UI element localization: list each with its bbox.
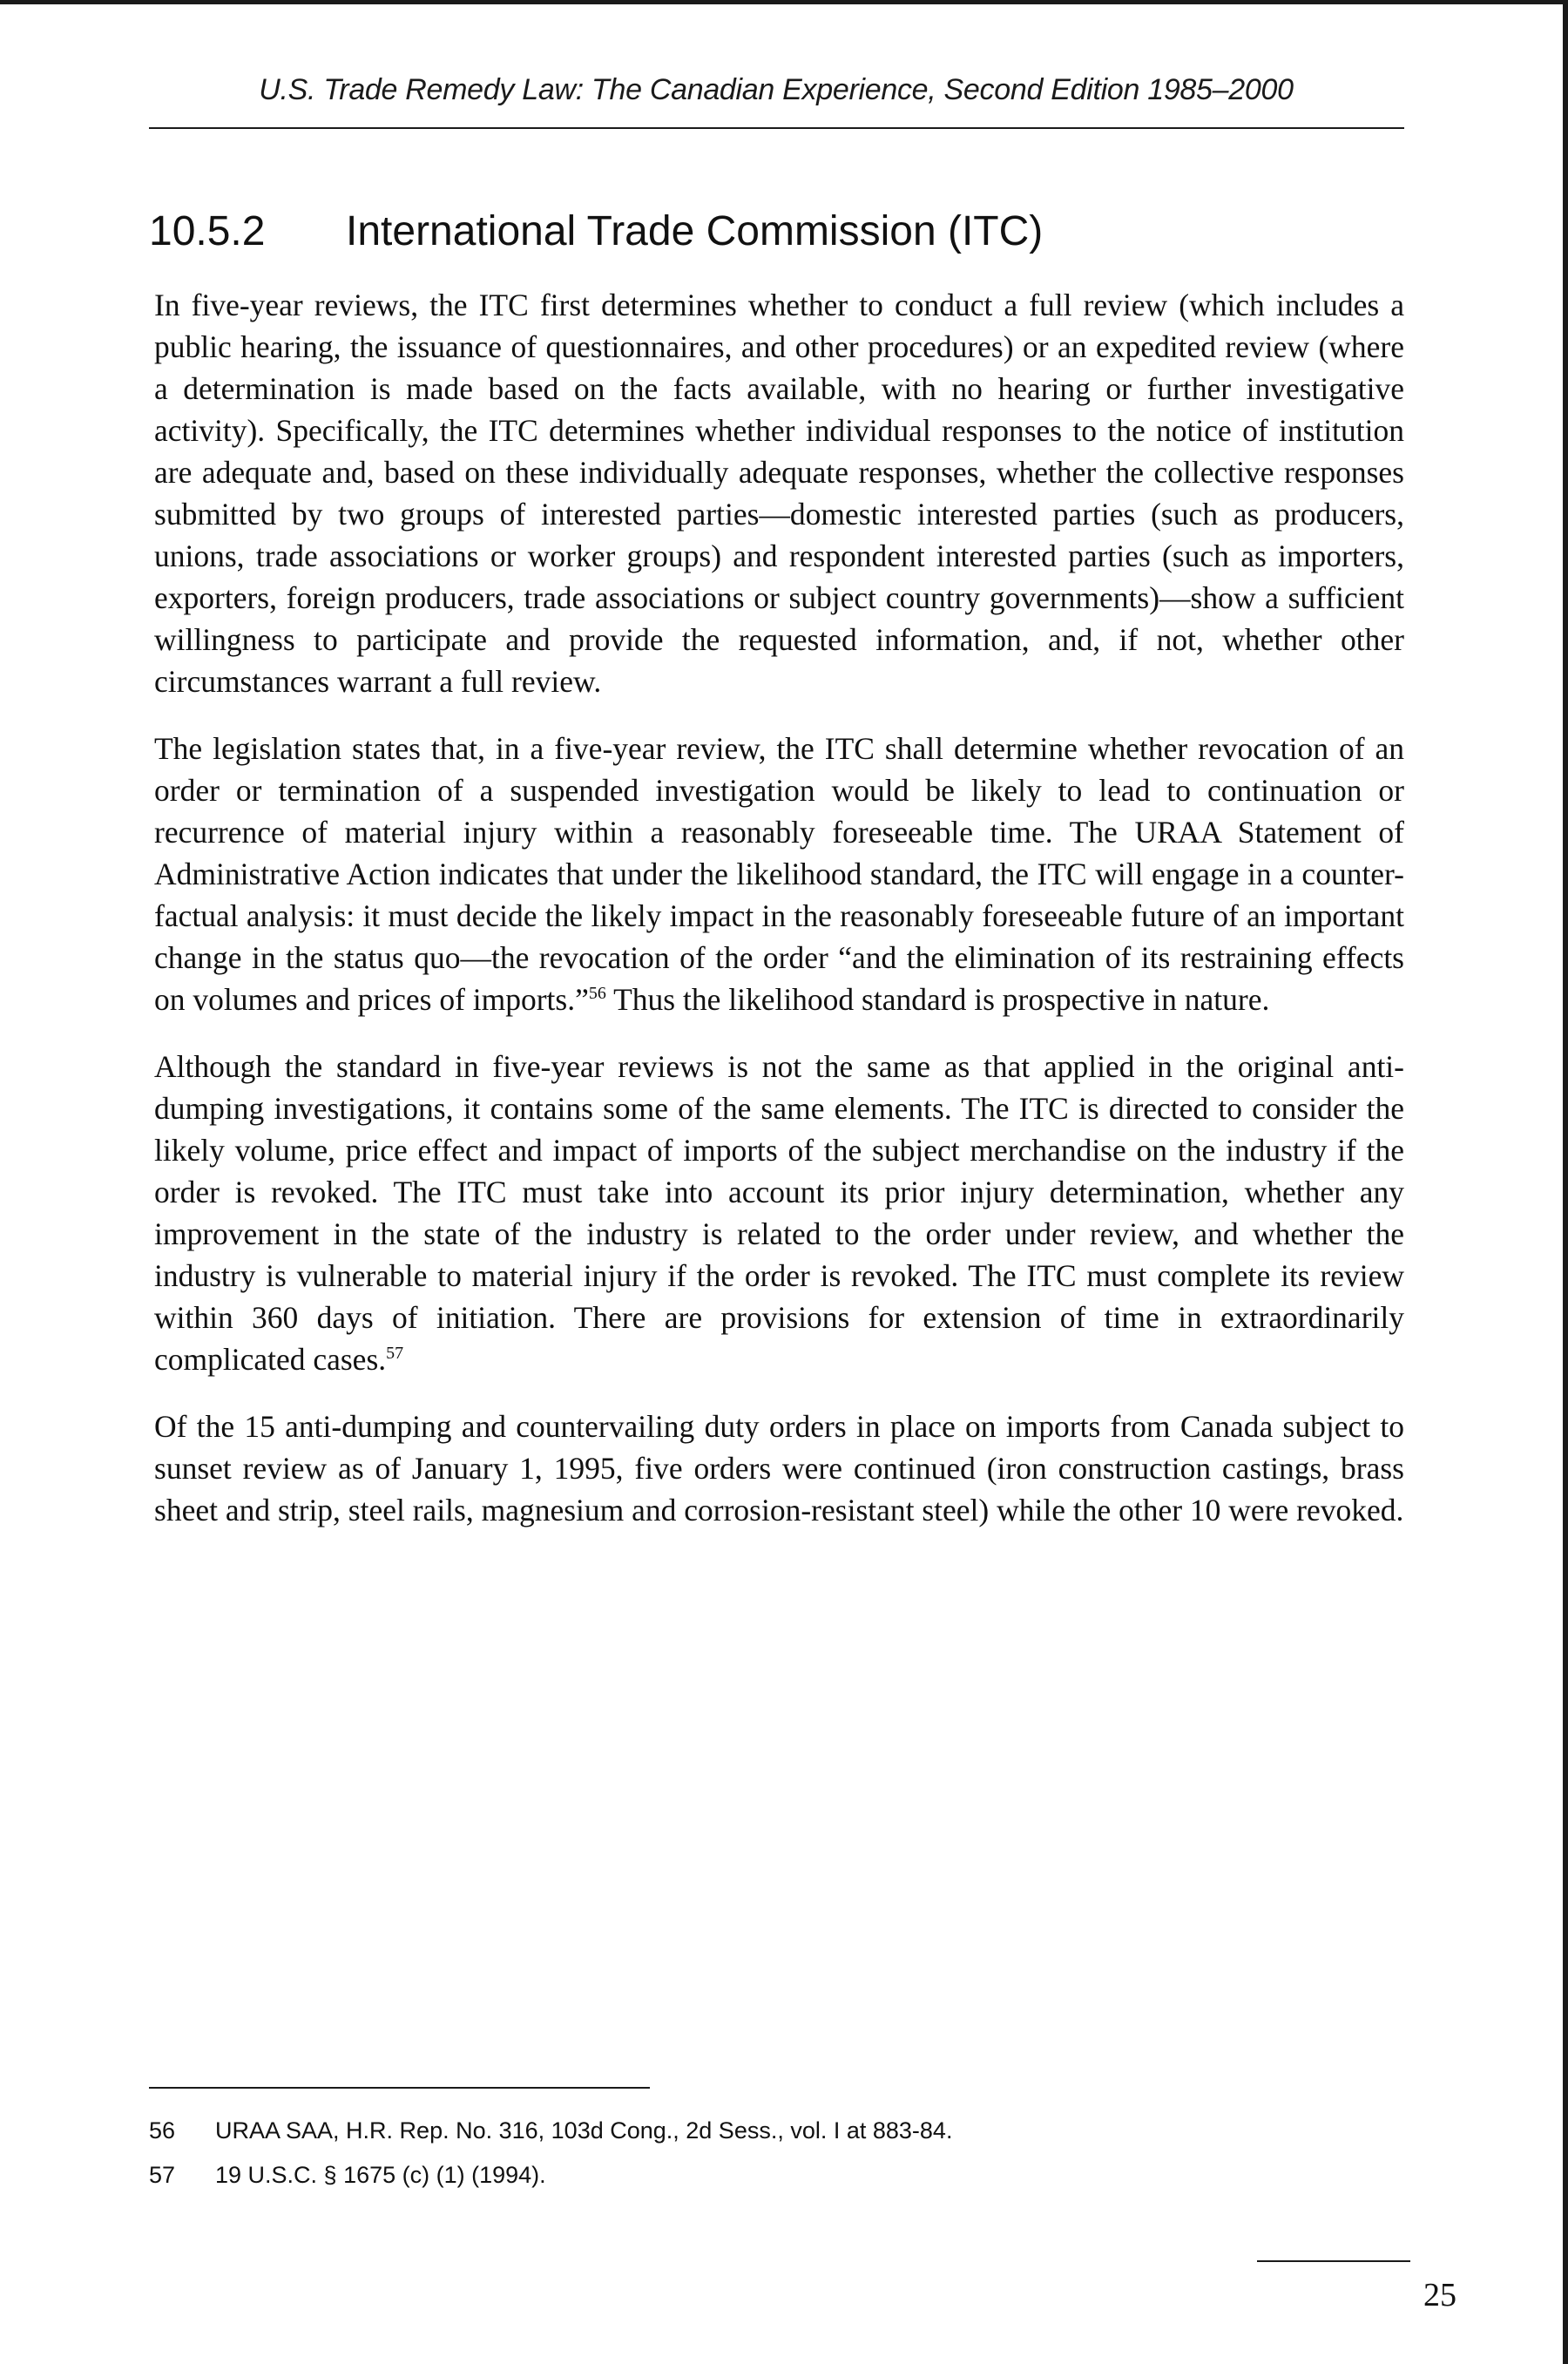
page-number: 25 <box>1423 2277 1456 2313</box>
paragraph-3 <box>154 1046 1404 1380</box>
footnote-57 <box>149 2162 1403 2189</box>
paragraph-3-text: Although the standard in five-year reviews is not the same as that applied in the original anti-dumping investigations, it contains some of the same elements. The ITC is directed to consider the likely volume, price effect and impact of imports of the subject merchandise on the industry if the order is revoked. The ITC must take into account its prior injury determination, whether any improvement in the state of the industry is related to the order under review, and whether the industry is vulnerable to material injury if the order is revoked. The ITC must complete its review within 360 days of initiation. There are provisions for extension of time in extraordinarily complicated cases. <box>154 1049 1404 1377</box>
running-header: U.S. Trade Remedy Law: The Canadian Experience, Second Edition 1985–2000 <box>259 73 1294 106</box>
paragraph-2-text: The legislation states that, in a five-year review, the ITC shall determine whether revocation of an order or termination of a suspended investigation would be likely to lead to continuation or recurrence of material injury within a reasonably foreseeable time. The URAA Statement of Administrative Action indicates that under the likelihood standard, the ITC will engage in a counter-factual analysis: it must decide the likely impact in the reasonably foreseeable future of an important change in the status quo—the revocation of the order “and the elimination of its restraining effects on volumes and prices of imports.” <box>154 731 1404 1017</box>
paragraph-2-text-end: Thus the likelihood standard is prospective in nature. <box>605 982 1270 1017</box>
paragraph-4: Of the 15 anti-dumping and countervailing duty orders in place on imports from Canada subject to sunset review as of January 1, 1995, five orders were continued (iron construction castings, brass sheet and strip, steel rails, magnesium and corrosion-resistant steel) while the other 10 were revoked. <box>154 1409 1404 1527</box>
paragraph-1: In five-year reviews, the ITC first determines whether to conduct a full review (which includes a public hearing, the issuance of questionnaires, and other procedures) or an expedited review (where a determination is made based on the facts available, with no hearing or further investigative activity). Specifically, the ITC determines whether individual responses to the notice of institution are adequate and, based on these individually adequate responses, whether the collective responses submitted by two groups of interested parties—domestic interested parties (such as producers, unions, trade associations or worker groups) and respondent interested parties (such as importers, exporters, foreign producers, trade associations or subject country governments)—show a sufficient willingness to participate and provide the requested information, and, if not, whether other circumstances warrant a full review. <box>154 288 1404 699</box>
footnote-rule <box>149 2087 650 2089</box>
footnote-number: 57 <box>149 2162 176 2188</box>
footnote-text: 19 U.S.C. § 1675 (c) (1) (1994). <box>215 2162 546 2188</box>
footnote-ref-57[interactable]: 57 <box>386 1344 404 1364</box>
footnote-number: 56 <box>149 2117 176 2144</box>
footnotes <box>149 2117 1403 2206</box>
scan-border-right <box>1563 0 1568 2364</box>
section-title: International Trade Commission (ITC) <box>346 208 1044 254</box>
section-number: 10.5.2 <box>149 208 266 254</box>
footnote-ref-56[interactable]: 56 <box>588 984 606 1004</box>
scan-border-top <box>0 0 1568 4</box>
footnote-text: URAA SAA, H.R. Rep. No. 316, 103d Cong., 2d Sess., vol. I at 883-84. <box>215 2117 953 2144</box>
page-number-rule <box>1257 2260 1410 2262</box>
header-rule <box>149 127 1404 129</box>
body-text <box>154 284 1404 1556</box>
section-heading <box>149 207 1043 255</box>
paragraph-2 <box>154 728 1404 1020</box>
footnote-56 <box>149 2117 1403 2144</box>
